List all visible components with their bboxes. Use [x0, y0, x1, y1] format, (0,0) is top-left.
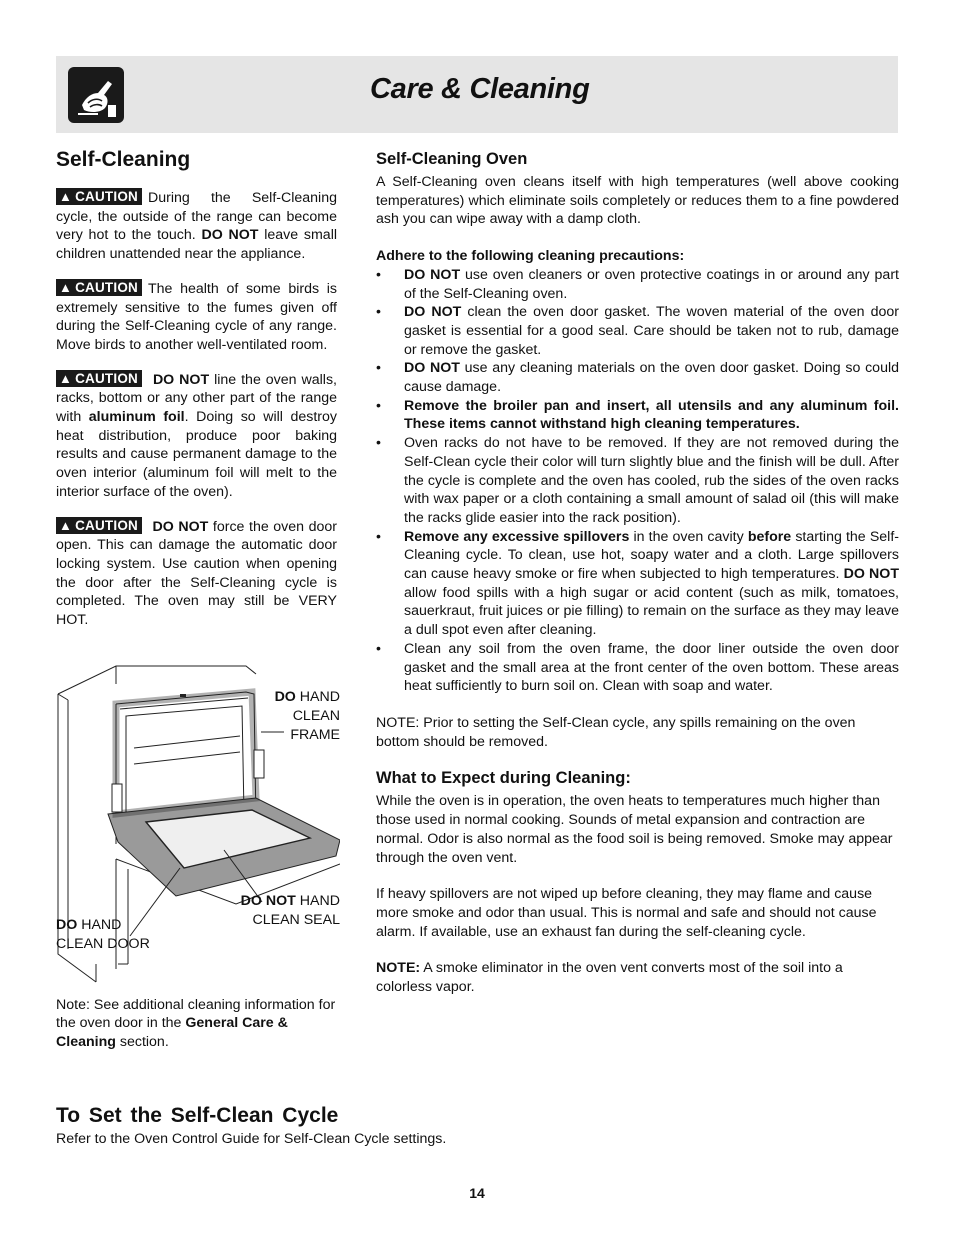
- set-self-clean-text: Refer to the Oven Control Guide for Self-Clean Cycle settings.: [56, 1131, 447, 1147]
- warning-triangle-icon: ▲: [59, 517, 73, 533]
- label-do-hand-clean-frame: DO HAND CLEAN FRAME: [274, 688, 340, 743]
- warning-triangle-icon: ▲: [59, 189, 73, 204]
- self-cleaning-oven-heading: Self-Cleaning Oven: [376, 150, 528, 168]
- label-do-hand-clean-door: DO HAND CLEAN DOOR: [56, 916, 150, 952]
- caution-paragraph: ▲ CAUTION During the Self-Cleaning cycle, the outside of the range can become very hot to the touch. DO NOT leave small children unattended near the appliance.: [56, 189, 337, 263]
- caution-paragraph: ▲ CAUTION DO NOT force the oven door open. This can damage the automatic door locking system. Use caution when opening the door after the Self-Cleaning cycle is completed. The oven may still be VERY HOT.: [56, 517, 337, 629]
- left-column: [56, 148, 340, 1066]
- list-item: • DO NOT use oven cleaners or oven protective coatings in or around any part of the Self-Cleaning oven.: [376, 266, 899, 302]
- label-do-not-hand-clean-seal: DO NOT HAND CLEAN SEAL: [240, 892, 340, 928]
- caution-paragraph: ▲ CAUTION DO NOT line the oven walls, racks, bottom or any other part of the range with aluminum foil. Doing so will destroy heat distribution, produce poor baking results and cause permanent damage to the oven interior (aluminum foil will melt to the interior surface of the oven).: [56, 370, 338, 500]
- warning-triangle-icon: ▲: [59, 370, 73, 386]
- oven-illustration: [56, 664, 340, 984]
- what-to-expect-text: While the oven is in operation, the oven heats to temperatures much higher than those used in normal cooking. Sounds of metal expansion and contraction are normal. Odor is also normal as the food soil is being removed. Smoke may appear through the oven vent.: [376, 793, 893, 866]
- caution-badge: ▲ CAUTION: [56, 517, 142, 534]
- list-item: • Remove the broiler pan and insert, all utensils and any aluminum foil. These items cannot withstand high cleaning temperatures.: [376, 397, 899, 433]
- caution-badge: ▲ CAUTION: [56, 279, 142, 296]
- precautions-heading: Adhere to the following cleaning precautions:: [376, 248, 685, 265]
- list-item: • DO NOT use any cleaning materials on the oven door gasket. Doing so could cause damage.: [376, 360, 899, 396]
- cleaning-hand-icon: [68, 67, 124, 123]
- list-item: • DO NOT clean the oven door gasket. The woven material of the oven door gasket is essential for a good seal. Care should be taken not to rub, damage or remove the gasket.: [376, 304, 899, 358]
- set-self-clean-section: [56, 1104, 898, 1147]
- prior-spills-note: NOTE: Prior to setting the Self-Clean cycle, any spills remaining on the oven bottom should be removed.: [376, 714, 856, 750]
- right-column: [376, 150, 899, 1015]
- set-self-clean-heading: To Set the Self-Clean Cycle: [56, 1104, 339, 1127]
- page-number: 14: [469, 1185, 485, 1201]
- page-header: [56, 56, 898, 133]
- precautions-list: [376, 266, 899, 696]
- door-cleaning-note: Note: See additional cleaning information for the oven door in the General Care & Cleaning section.: [56, 996, 336, 1051]
- caution-badge: ▲ CAUTION: [56, 370, 142, 387]
- caution-paragraph: ▲ CAUTION The health of some birds is extremely sensitive to the fumes given off during the Self-Cleaning cycle of any range. Move birds to another well-ventilated room.: [56, 279, 337, 353]
- page-title: Care & Cleaning: [370, 73, 590, 105]
- self-cleaning-oven-text: A Self-Cleaning oven cleans itself with high temperatures (well above cooking temperatures) which eliminate soils completely or reduces them to a fine powdered ash you can wipe away with a damp cloth.: [376, 174, 899, 228]
- what-to-expect-heading: What to Expect during Cleaning:: [376, 769, 631, 788]
- heavy-spillovers-text: If heavy spillovers are not wiped up before cleaning, they may flame and cause more smoke and odor than usual. This is normal and safe and should not cause alarm. If available, use an exhaust fan during the self-cleaning cycle.: [376, 886, 877, 940]
- list-item: • Oven racks do not have to be removed. If they are not removed during the Self-Clean cycle their color will turn slightly blue and the finish will be dull. After the cycle is complete and the oven has cooled, rub the sides of the oven racks with wax paper or a cloth containing a small amount of salad oil (this will make the racks glide easier into the rack position).: [376, 435, 899, 526]
- caution-badge: ▲ CAUTION: [56, 188, 142, 205]
- list-item: • Remove any excessive spillovers in the oven cavity before starting the Self-Cleaning cycle. To clean, use hot, soapy water and a cloth. Large spillovers can cause heavy smoke or fire when subjected to high temperatures. DO NOT allow food spills with a high sugar or acid content (such as milk, tomatoes, sauerkraut, fruit juices or pie filling) to remain on the surface as they may leave a dull spot even after cleaning.: [376, 528, 900, 639]
- smoke-eliminator-note: NOTE: A smoke eliminator in the oven vent converts most of the soil into a colorless vapor.: [376, 960, 843, 996]
- list-item: • Clean any soil from the oven frame, the door liner outside the oven door gasket and the small area at the front center of the oven bottom. These areas heat sufficiently to burn soil on. Clean with soap and water.: [376, 640, 899, 695]
- warning-triangle-icon: ▲: [59, 279, 73, 295]
- section-heading-self-cleaning: Self-Cleaning: [56, 148, 191, 171]
